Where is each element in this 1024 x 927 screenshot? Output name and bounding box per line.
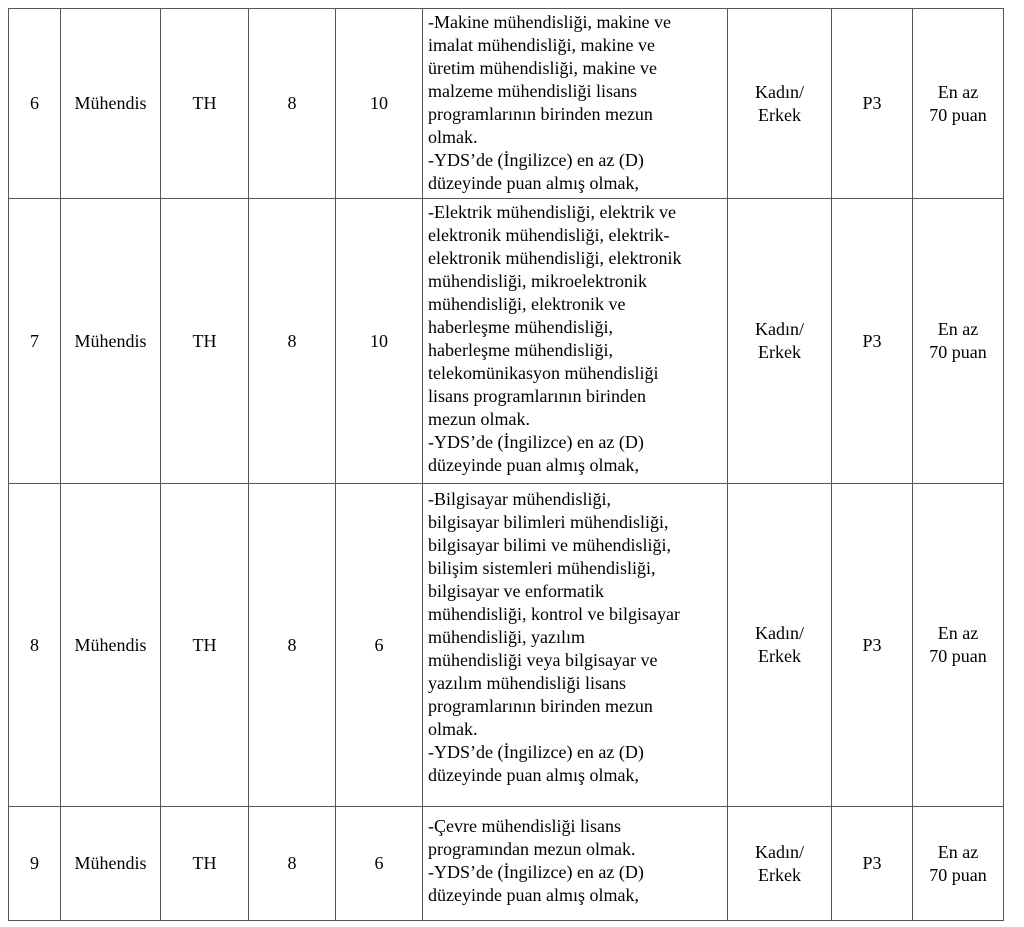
exam-type: P3 xyxy=(832,9,913,199)
requirement-line: haberleşme mühendisliği, xyxy=(428,317,613,337)
requirement-line: mühendisliği, elektronik ve xyxy=(428,294,626,314)
requirement-line: düzeyinde puan almış olmak, xyxy=(428,765,639,785)
table-row xyxy=(9,9,1004,199)
row-number: 9 xyxy=(9,807,61,921)
requirement-line: programlarının birinden mezun xyxy=(428,696,653,716)
position-count: 6 xyxy=(336,807,423,921)
gender xyxy=(728,9,832,199)
table-row xyxy=(9,484,1004,807)
minimum-score xyxy=(913,9,1004,199)
position-table xyxy=(8,8,1004,921)
requirement-line: -YDS’de (İngilizce) en az (D) xyxy=(428,150,644,170)
requirement-line: üretim mühendisliği, makine ve xyxy=(428,58,657,78)
position-title: Mühendis xyxy=(61,807,161,921)
exam-type: P3 xyxy=(832,199,913,484)
requirement-line: düzeyinde puan almış olmak, xyxy=(428,885,639,905)
position-count: 10 xyxy=(336,9,423,199)
score-line: En az xyxy=(937,841,979,862)
position-count: 6 xyxy=(336,484,423,807)
requirement-line: düzeyinde puan almış olmak, xyxy=(428,455,639,475)
requirement-line: -Bilgisayar mühendisliği, xyxy=(428,489,611,509)
requirement-line: bilgisayar ve enformatik xyxy=(428,581,604,601)
requirement-line: programlarının birinden mezun xyxy=(428,104,653,124)
gender-line: Erkek xyxy=(758,104,801,125)
position-title: Mühendis xyxy=(61,199,161,484)
score-line: 70 puan xyxy=(929,646,987,666)
score-line: 70 puan xyxy=(929,104,987,125)
requirement-line: -YDS’de (İngilizce) en az (D) xyxy=(428,432,644,452)
grade: 8 xyxy=(249,9,336,199)
score-line: En az xyxy=(937,319,979,339)
requirement-line: malzeme mühendisliği lisans xyxy=(428,81,637,101)
requirement-line: bilişim sistemleri mühendisliği, xyxy=(428,558,656,578)
position-title: Mühendis xyxy=(61,484,161,807)
minimum-score xyxy=(913,484,1004,807)
position-title: Mühendis xyxy=(61,9,161,199)
grade: 8 xyxy=(249,807,336,921)
grade: 8 xyxy=(249,199,336,484)
exam-type: P3 xyxy=(832,807,913,921)
requirement-line: -YDS’de (İngilizce) en az (D) xyxy=(428,742,644,762)
requirements xyxy=(423,484,728,807)
requirement-line: imalat mühendisliği, makine ve xyxy=(428,35,655,55)
grade: 8 xyxy=(249,484,336,807)
gender-line: Kadın/ xyxy=(755,81,804,102)
class-code: TH xyxy=(161,807,249,921)
requirement-line: elektronik mühendisliği, elektrik- xyxy=(428,225,670,245)
table-row xyxy=(9,807,1004,921)
score-line: En az xyxy=(937,623,979,643)
minimum-score xyxy=(913,199,1004,484)
requirement-line: düzeyinde puan almış olmak, xyxy=(428,173,639,193)
gender-line: Kadın/ xyxy=(755,841,804,862)
requirement-line: olmak. xyxy=(428,127,478,147)
requirement-line: mühendisliği, mikroelektronik xyxy=(428,271,647,291)
requirement-line: bilgisayar bilimleri mühendisliği, xyxy=(428,512,669,532)
requirement-line: mühendisliği, yazılım xyxy=(428,627,585,647)
gender-line: Erkek xyxy=(758,864,801,885)
gender-line: Kadın/ xyxy=(755,319,804,339)
requirements xyxy=(423,199,728,484)
requirement-line: telekomünikasyon mühendisliği xyxy=(428,363,659,383)
requirements xyxy=(423,807,728,921)
requirement-line: lisans programlarının birinden xyxy=(428,386,646,406)
requirement-line: -YDS’de (İngilizce) en az (D) xyxy=(428,862,644,882)
gender xyxy=(728,199,832,484)
class-code: TH xyxy=(161,484,249,807)
requirement-line: -Makine mühendisliği, makine ve xyxy=(428,12,671,32)
score-line: 70 puan xyxy=(929,342,987,362)
gender xyxy=(728,484,832,807)
class-code: TH xyxy=(161,9,249,199)
exam-type: P3 xyxy=(832,484,913,807)
table-row xyxy=(9,199,1004,484)
requirement-line: olmak. xyxy=(428,719,478,739)
requirement-line: mühendisliği, kontrol ve bilgisayar xyxy=(428,604,680,624)
requirement-line: yazılım mühendisliği lisans xyxy=(428,673,626,693)
requirement-line: programından mezun olmak. xyxy=(428,839,636,859)
requirement-line: elektronik mühendisliği, elektronik xyxy=(428,248,682,268)
requirement-line: bilgisayar bilimi ve mühendisliği, xyxy=(428,535,671,555)
gender-line: Kadın/ xyxy=(755,623,804,643)
requirement-line: mezun olmak. xyxy=(428,409,530,429)
minimum-score xyxy=(913,807,1004,921)
row-number: 8 xyxy=(9,484,61,807)
gender-line: Erkek xyxy=(758,646,801,666)
row-number: 7 xyxy=(9,199,61,484)
requirement-line: -Çevre mühendisliği lisans xyxy=(428,816,621,836)
gender xyxy=(728,807,832,921)
score-line: 70 puan xyxy=(929,864,987,885)
row-number: 6 xyxy=(9,9,61,199)
gender-line: Erkek xyxy=(758,342,801,362)
requirement-line: mühendisliği veya bilgisayar ve xyxy=(428,650,658,670)
class-code: TH xyxy=(161,199,249,484)
requirement-line: haberleşme mühendisliği, xyxy=(428,340,613,360)
requirements xyxy=(423,9,728,199)
score-line: En az xyxy=(937,81,979,102)
requirement-line: -Elektrik mühendisliği, elektrik ve xyxy=(428,202,676,222)
position-count: 10 xyxy=(336,199,423,484)
